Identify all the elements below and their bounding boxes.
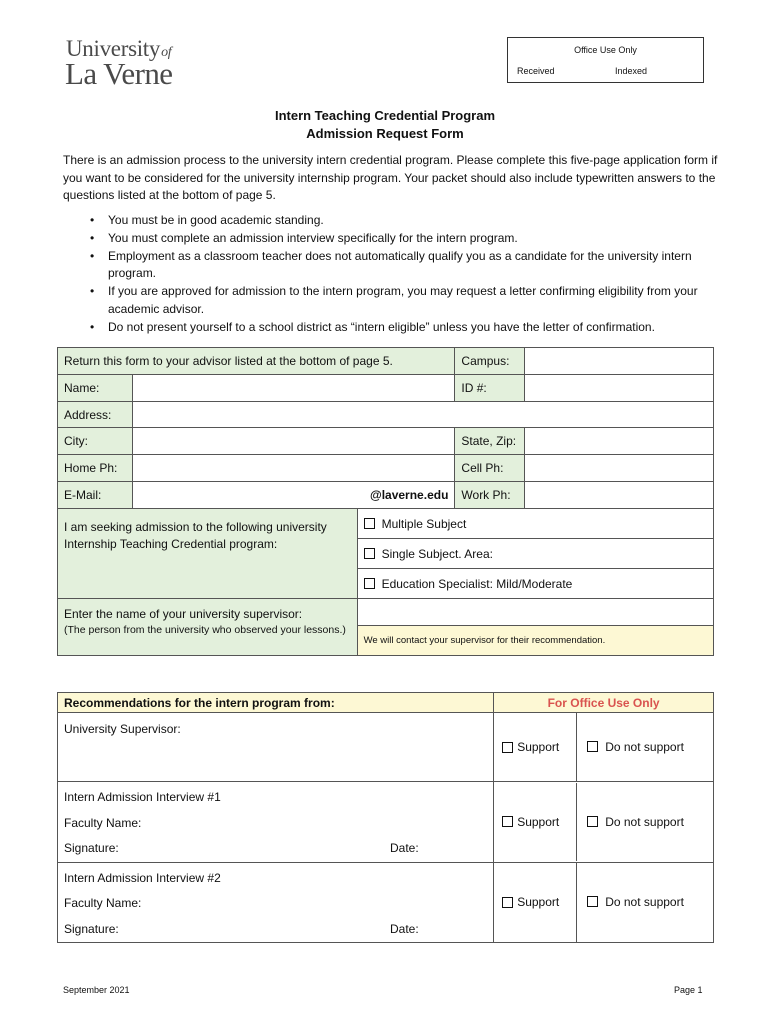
home-phone-field[interactable] [132,455,454,482]
not-support-option[interactable] [577,815,713,829]
city-field[interactable] [132,428,454,455]
supervisor-name-field[interactable] [357,599,713,626]
not-support-option[interactable] [577,740,713,754]
name-label: Name: [58,375,133,402]
interview1-cell [58,782,494,863]
supervisor-label-cell [58,599,358,656]
support-checkbox[interactable] [502,897,513,908]
footer-date: September 2021 [63,985,130,995]
cell-phone-label: Cell Ph: [455,455,525,482]
support-label: Support [517,814,560,829]
recommendations-header: Recommendations for the intern program from: [58,693,494,713]
support-option[interactable] [494,713,577,781]
single-subject-label: Single Subject. Area: [381,546,493,561]
supervisor-note: (The person from the university who observed your lessons.) [64,624,346,636]
program-seeking-label: I am seeking admission to the following university Internship Teaching Credential program: [58,509,358,599]
email-domain: @laverne.edu [370,488,449,502]
date-label: Date: [390,841,419,855]
option-education-specialist[interactable] [357,569,713,599]
education-specialist-label: Education Specialist: Mild/Moderate [381,576,573,591]
support-label: Support [517,740,560,754]
support-checkbox[interactable] [502,742,513,753]
list-item: • If you are approved for admission to the intern program, you may request a letter confirming eligibility from your academic advisor. [90,283,720,319]
applicant-info-table [57,347,714,656]
not-support-label: Do not support [605,740,684,754]
support-label: Support [517,895,560,910]
list-item: • Do not present yourself to a school district as “intern eligible” unless you have the letter of confirmation. [90,319,720,337]
address-label: Address: [58,402,133,428]
support-option[interactable] [494,863,577,942]
id-field[interactable] [525,375,714,402]
state-zip-field[interactable] [525,428,714,455]
interview1-label: Intern Admission Interview #1 [64,790,221,804]
not-support-checkbox[interactable] [587,741,598,752]
logo-text-of: of [161,45,172,60]
campus-field[interactable] [525,348,714,375]
date-label: Date: [390,921,419,936]
return-note: Return this form to your advisor listed at the bottom of page 5. [58,348,455,375]
campus-label: Campus: [455,348,525,375]
state-zip-label: State, Zip: [455,428,525,455]
signature-label: Signature: [64,841,119,855]
not-support-checkbox[interactable] [587,816,598,827]
multiple-subject-checkbox[interactable] [364,518,375,529]
recommendations-table [57,692,714,943]
requirements-list [90,212,720,337]
supervisor-label: Enter the name of your university supervisor: [64,607,303,621]
option-multiple-subject[interactable] [357,509,713,539]
university-supervisor-cell [58,713,494,782]
support-checkbox[interactable] [502,816,513,827]
support-option[interactable] [494,783,577,861]
work-phone-label: Work Ph: [455,482,525,509]
option-single-subject[interactable] [357,539,713,569]
list-item: • You must complete an admission interview specifically for the intern program. [90,230,720,248]
interview1-decision-cell [494,782,714,863]
form-title: Intern Teaching Credential Program [274,108,496,123]
education-specialist-checkbox[interactable] [364,578,375,589]
not-support-label: Do not support [605,814,684,829]
multiple-subject-label: Multiple Subject [381,516,467,531]
received-label: Received [517,66,555,76]
not-support-label: Do not support [605,895,684,910]
indexed-label: Indexed [615,66,648,76]
logo-text-university: University [66,36,161,61]
interview2-cell [58,862,494,943]
faculty-name-label: Faculty Name: [64,896,142,910]
name-field[interactable] [132,375,454,402]
office-use-box [507,37,704,83]
signature-row [64,836,487,862]
city-label: City: [58,428,133,455]
university-supervisor-label: University Supervisor: [64,722,181,736]
form-subtitle: Admission Request Form [306,126,464,141]
interview2-decision-cell [494,862,714,943]
intro-paragraph: There is an admission process to the university intern credential program. Please complete this five-page application form if you want to be considered for the university internship program. Your packet should also include typewritten answers to the questions listed at the bottom of page 5. [63,153,718,202]
footer-page-number: Page 1 [674,985,703,995]
list-item: • You must be in good academic standing. [90,212,720,230]
cell-phone-field[interactable] [525,455,714,482]
address-field[interactable] [132,402,713,428]
signature-label: Signature: [64,921,119,936]
work-phone-field[interactable] [525,482,714,509]
home-phone-label: Home Ph: [58,455,133,482]
id-label: ID #: [455,375,525,402]
list-item: • Employment as a classroom teacher does not automatically qualify you as a candidate for the university intern program. [90,248,720,284]
faculty-name-label: Faculty Name: [64,815,142,830]
contact-note: We will contact your supervisor for their recommendation. [357,626,713,656]
email-label: E-Mail: [58,482,133,509]
not-support-checkbox[interactable] [587,896,598,907]
single-subject-checkbox[interactable] [364,548,375,559]
office-use-header [494,693,714,713]
signature-row [64,917,487,943]
office-use-header-text: For Office Use Only [547,695,660,710]
supervisor-decision-cell [494,713,714,782]
logo-text-la-verne: La Verne [65,56,173,91]
not-support-option[interactable] [577,895,713,909]
interview2-label: Intern Admission Interview #2 [64,870,221,885]
office-use-title: Office Use Only [574,45,637,55]
email-field[interactable] [132,482,454,509]
